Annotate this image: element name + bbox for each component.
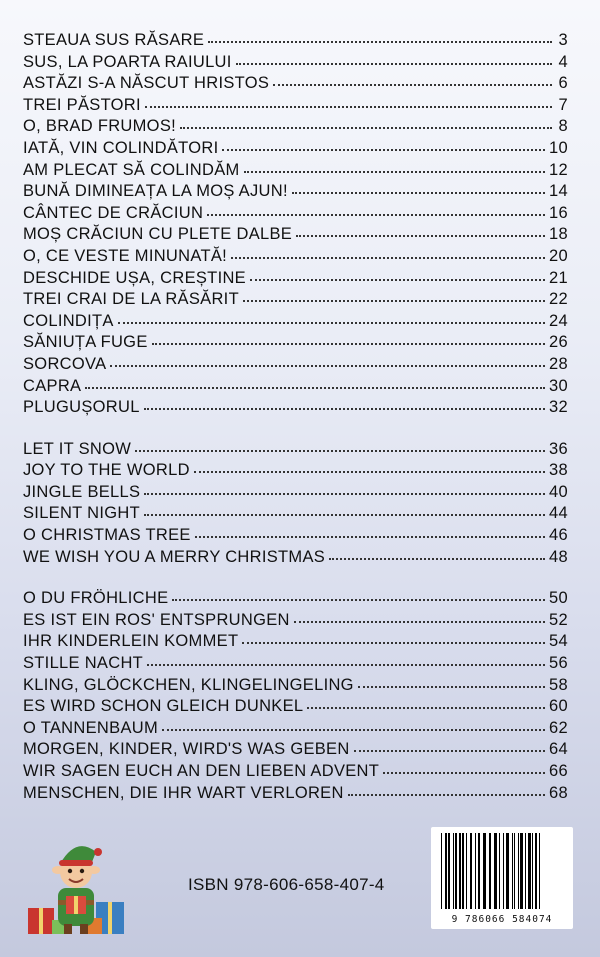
toc-entry: [23, 676, 568, 698]
toc-entry-title: SILENT NIGHT: [23, 504, 140, 523]
toc-entry: [23, 53, 568, 75]
barcode-digits: 9 786066 584074: [451, 914, 553, 925]
toc-entry-page: 58: [549, 675, 568, 694]
toc-entry-title: BUNĂ DIMINEAȚA LA MOȘ AJUN!: [23, 182, 288, 201]
barcode-bar: [539, 833, 540, 909]
dot-leader: [231, 256, 545, 259]
toc-entry-page: 62: [549, 718, 568, 737]
dot-leader: [307, 706, 545, 709]
toc-entry-page: 38: [549, 461, 568, 480]
dot-leader: [358, 685, 545, 688]
barcode-bar: [532, 833, 533, 909]
toc-entry: [23, 312, 568, 334]
toc-entry-title: WE WISH YOU A MERRY CHRISTMAS: [23, 547, 326, 566]
dot-leader: [222, 148, 545, 151]
toc-entry: [23, 333, 568, 355]
isbn-text: ISBN 978-606-658-407-4: [188, 875, 385, 894]
barcode-bar: [499, 833, 500, 909]
toc-group-german: [23, 589, 568, 805]
toc-entry-title: SUS, LA POARTA RAIULUI: [23, 52, 232, 71]
toc-entry-title: LET IT SNOW: [23, 439, 132, 458]
barcode-bar: [453, 833, 454, 909]
toc-entry: [23, 269, 568, 291]
toc-entry-page: 12: [549, 160, 568, 179]
toc-entry-page: 50: [549, 589, 568, 608]
dot-leader: [162, 728, 545, 731]
toc-entry-page: 16: [549, 203, 568, 222]
barcode-bar: [441, 833, 442, 909]
toc-entry-page: 54: [549, 632, 568, 651]
barcode-bar: [478, 833, 480, 909]
dot-leader: [354, 749, 545, 752]
toc-entry: [23, 589, 568, 611]
toc-entry-title: ES IST EIN ROS' ENTSPRUNGEN: [23, 610, 290, 629]
toc-entry-title: O DU FRÖHLICHE: [23, 589, 169, 608]
barcode-bar: [494, 833, 497, 909]
toc-entry-title: WIR SAGEN EUCH AN DEN LIEBEN ADVENT: [23, 762, 380, 780]
toc-entry: [23, 762, 568, 784]
dot-leader: [207, 213, 545, 216]
dot-leader: [195, 535, 545, 538]
toc-entry-title: KLING, GLÖCKCHEN, KLINGELINGELING: [23, 675, 354, 694]
barcode-bar: [512, 833, 513, 909]
toc-entry-page: 22: [549, 290, 568, 309]
dot-leader: [296, 234, 545, 237]
toc-entry-title: TREI PĂSTORI: [23, 95, 141, 114]
toc-entry: [23, 182, 568, 204]
toc-entry-title: MENSCHEN, DIE IHR WART VERLOREN: [23, 783, 344, 802]
toc-entry-page: 66: [549, 762, 568, 780]
toc-entry: [23, 31, 568, 53]
toc-entry: [23, 139, 568, 161]
barcode-bar: [455, 833, 457, 909]
dot-leader: [242, 641, 545, 644]
toc-entry-title: JINGLE BELLS: [23, 482, 141, 501]
toc-entry-page: 56: [549, 654, 568, 673]
dot-leader: [250, 278, 545, 281]
elf-with-gifts-icon: [22, 830, 130, 938]
toc-entry-title: COLINDIȚA: [23, 311, 114, 330]
dot-leader: [243, 299, 545, 302]
toc-entry: [23, 526, 568, 548]
toc-entry-page: 52: [549, 610, 568, 629]
barcode-bar: [528, 833, 531, 909]
toc-entry-title: O, CE VESTE MINUNATĂ!: [23, 246, 228, 265]
toc-entry-title: ASTĂZI S-A NĂSCUT HRISTOS: [23, 74, 270, 93]
toc-entry-page: 26: [549, 333, 568, 352]
barcode-bar: [514, 833, 515, 909]
barcode-bar: [445, 833, 447, 909]
barcode-bar: [518, 833, 519, 909]
toc-entry-title: AM PLECAT SĂ COLINDĂM: [23, 160, 240, 179]
toc-entry-title: IHR KINDERLEIN KOMMET: [23, 632, 239, 651]
toc-entry-page: 20: [549, 246, 568, 265]
toc-entry: [23, 225, 568, 247]
barcode-bar: [506, 833, 509, 909]
toc-entry-page: 24: [549, 311, 568, 330]
toc-entry-title: ES WIRD SCHON GLEICH DUNKEL: [23, 697, 304, 716]
toc-entry-title: SORCOVA: [23, 354, 107, 373]
toc-entry-title: MORGEN, KINDER, WIRD'S WAS GEBEN: [23, 740, 350, 759]
toc-entry-title: CAPRA: [23, 376, 82, 395]
dot-leader: [144, 492, 545, 495]
dot-leader: [383, 771, 545, 774]
toc-entry-page: 3: [558, 31, 568, 49]
toc-entry: [23, 96, 568, 118]
toc-entry: [23, 654, 568, 676]
toc-entry-title: STILLE NACHT: [23, 654, 144, 673]
toc-entry: [23, 461, 568, 483]
barcode-bar: [525, 833, 526, 909]
barcode: [431, 827, 573, 929]
toc-entry: [23, 355, 568, 377]
dot-leader: [152, 342, 545, 345]
toc-entry: [23, 483, 568, 505]
barcode-bar: [470, 833, 472, 909]
dot-leader: [118, 321, 545, 324]
toc-entry: [23, 632, 568, 654]
dot-leader: [236, 62, 552, 65]
toc-entry: [23, 117, 568, 139]
barcode-bar: [483, 833, 486, 909]
dot-leader: [329, 557, 545, 560]
toc-entry: [23, 784, 568, 806]
toc-entry: [23, 398, 568, 420]
dot-leader: [348, 793, 545, 796]
toc-entry-page: 8: [558, 117, 568, 136]
toc-entry-title: O CHRISTMAS TREE: [23, 526, 191, 545]
toc-entry: [23, 247, 568, 269]
toc-entry: [23, 740, 568, 762]
toc-entry-page: 48: [549, 547, 568, 566]
dot-leader: [292, 191, 545, 194]
toc-entry-page: 60: [549, 697, 568, 716]
toc-entry-page: 46: [549, 526, 568, 545]
toc-entry: [23, 504, 568, 526]
dot-leader: [135, 449, 545, 452]
barcode-bar: [489, 833, 491, 909]
toc-entry-title: IATĂ, VIN COLINDĂTORI: [23, 138, 219, 157]
toc-entry: [23, 697, 568, 719]
toc-entry: [23, 548, 568, 570]
toc-entry: [23, 74, 568, 96]
barcode-bars-icon: [431, 827, 573, 913]
toc-entry: [23, 377, 568, 399]
toc-entry: [23, 611, 568, 633]
toc-entry-title: SĂNIUȚA FUGE: [23, 333, 148, 352]
barcode-bar: [448, 833, 450, 909]
toc-entry-page: 7: [558, 95, 568, 114]
toc-entry-page: 40: [549, 482, 568, 501]
toc-entry-page: 18: [549, 225, 568, 244]
toc-entry: [23, 161, 568, 183]
toc-entry-page: 64: [549, 740, 568, 759]
dot-leader: [144, 513, 545, 516]
toc-entry-page: 68: [549, 783, 568, 802]
toc-entry-page: 44: [549, 504, 568, 523]
dot-leader: [273, 83, 552, 86]
toc-entry: [23, 204, 568, 226]
toc-entry-title: O, BRAD FRUMOS!: [23, 117, 177, 136]
dot-leader: [144, 407, 545, 410]
toc-group-english: [23, 440, 568, 570]
barcode-bar: [466, 833, 467, 909]
toc-entry-title: JOY TO THE WORLD: [23, 461, 190, 480]
toc-entry-title: STEAUA SUS RĂSARE: [23, 31, 205, 49]
toc-entry-page: 6: [558, 74, 568, 93]
dot-leader: [208, 40, 552, 43]
barcode-bar: [535, 833, 537, 909]
toc-entry: [23, 440, 568, 462]
toc-entry-page: 21: [549, 268, 568, 287]
toc-entry-title: O TANNENBAUM: [23, 718, 159, 737]
dot-leader: [110, 364, 545, 367]
barcode-bar: [459, 833, 461, 909]
dot-leader: [147, 663, 545, 666]
dot-leader: [85, 386, 545, 389]
toc-entry-page: 32: [549, 398, 568, 417]
barcode-bar: [462, 833, 464, 909]
dot-leader: [244, 170, 545, 173]
dot-leader: [180, 126, 552, 129]
elf-illustration: [22, 830, 130, 938]
toc-entry-page: 30: [549, 376, 568, 395]
dot-leader: [172, 598, 545, 601]
toc-entry-page: 4: [558, 52, 568, 71]
barcode-bar: [475, 833, 476, 909]
toc-entry-title: DESCHIDE UȘA, CREȘTINE: [23, 268, 246, 287]
dot-leader: [294, 620, 545, 623]
toc-entry-title: TREI CRAI DE LA RĂSĂRIT: [23, 290, 239, 309]
toc-entry-page: 10: [549, 138, 568, 157]
toc-entry: [23, 290, 568, 312]
dot-leader: [194, 470, 545, 473]
toc-entry-title: CÂNTEC DE CRĂCIUN: [23, 203, 204, 222]
barcode-bar: [520, 833, 523, 909]
table-of-contents: [23, 31, 568, 805]
dot-leader: [145, 105, 552, 108]
toc-entry: [23, 719, 568, 741]
barcode-bar: [503, 833, 504, 909]
toc-entry-page: 36: [549, 439, 568, 458]
toc-group-romanian: [23, 31, 568, 420]
toc-entry-title: MOȘ CRĂCIUN CU PLETE DALBE: [23, 225, 293, 244]
toc-entry-page: 28: [549, 354, 568, 373]
toc-entry-page: 14: [549, 182, 568, 201]
toc-entry-title: PLUGUȘORUL: [23, 398, 140, 417]
